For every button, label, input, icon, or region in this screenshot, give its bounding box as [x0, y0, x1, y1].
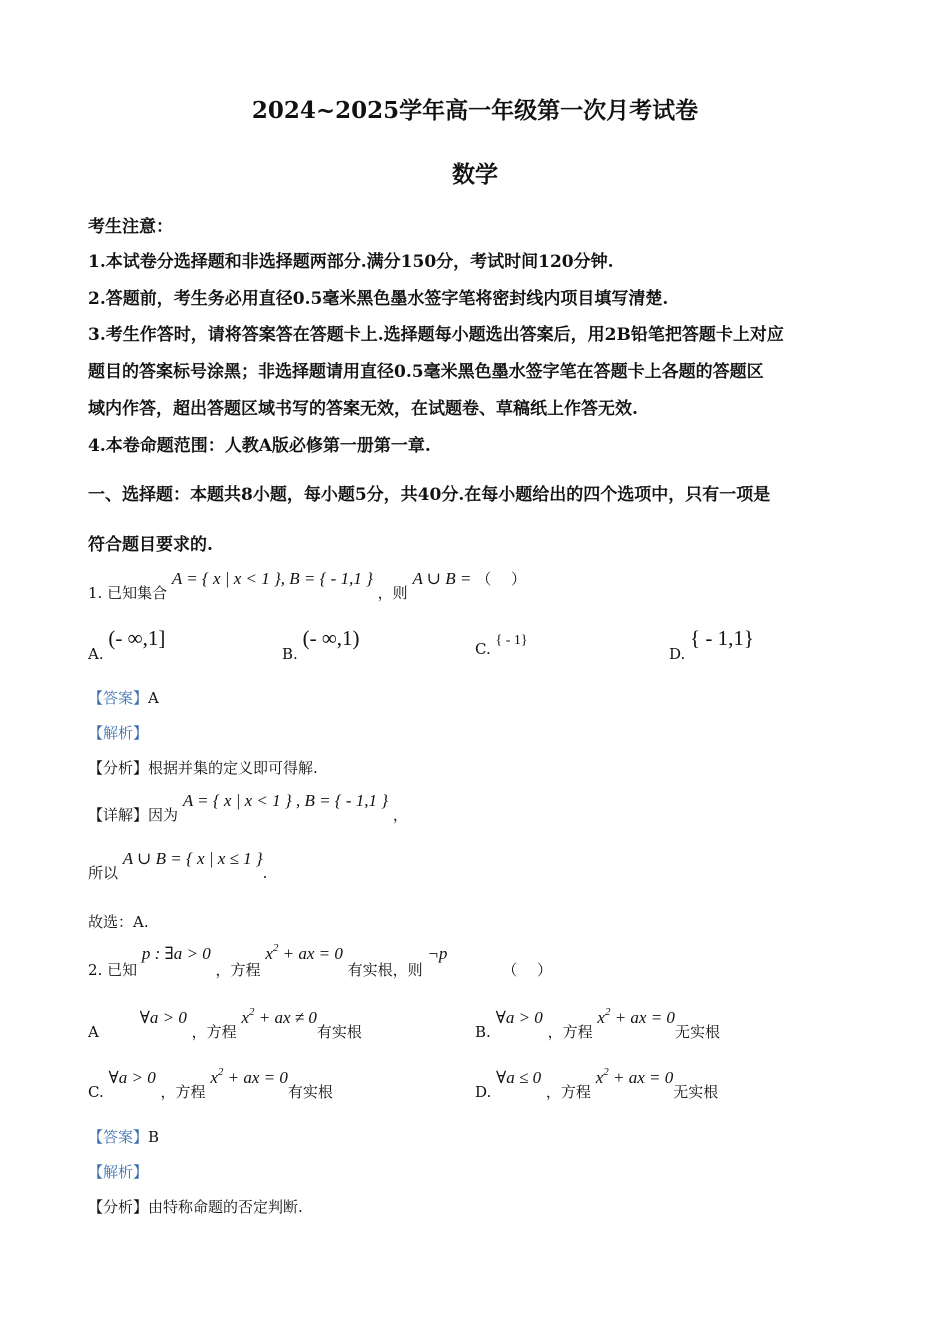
q1-so: 所以 A ∪ B = { x | x ≤ 1 }. [88, 849, 268, 882]
q1-option-a: A. (- ∞,1] [88, 626, 166, 663]
notice-item: 1.本试卷分选择题和非选择题两部分.满分150分，考试时间120分钟. [88, 252, 614, 272]
exam-subject: 数学 [452, 161, 498, 188]
q1-detail: 【详解】因为 A = { x | x < 1 } , B = { - 1,1 } ， [88, 791, 408, 824]
q1-union: A ∪ B = [412, 569, 472, 588]
q2-option-d: D. ∀a ≤ 0 ，方程 $x^2$ + ax = 0无实根 [475, 1066, 719, 1101]
notice-item: 题目的答案标号涂黑；非选择题请用直径0.5毫米黑色墨水签字笔在答题卡上各题的答题区 [88, 362, 764, 382]
q1-option-b: B. (- ∞,1) [282, 626, 360, 663]
q2-option-b: B. ∀a > 0 ，方程 $x^2$ + ax = 0无实根 [475, 1006, 720, 1041]
notice-item: 域内作答，超出答题区域书写的答案无效，在试题卷、草稿纸上作答无效. [88, 399, 638, 419]
q2-answer [88, 1126, 159, 1147]
notice-item: 2.答题前，考生务必用直径0.5毫米黑色墨水签字笔将密封线内项目填写清楚. [88, 289, 669, 309]
q2-fenxi: 【分析】由特称命题的否定判断. [88, 1198, 303, 1216]
answer-value: B [148, 1128, 160, 1146]
notice-heading: 考生注意： [88, 217, 173, 237]
q1-set-a: A = { x | x < 1 } [171, 569, 281, 588]
q2-option-c: C. ∀a > 0 ，方程 $x^2$ + ax = 0有实根 [88, 1066, 333, 1101]
q1-set-b: , B = { - 1,1 } [280, 569, 373, 588]
q1-option-d: D. { - 1,1} [669, 626, 754, 663]
answer-tag: 【答案】 [88, 1128, 149, 1146]
q1-answer [88, 687, 159, 708]
section-heading-cont: 符合题目要求的. [88, 535, 213, 555]
q1-fenxi: 【分析】根据并集的定义即可得解. [88, 759, 318, 777]
question-2: 2. 已知 p : ∃a > 0 ，方程 $x^2$ + ax = 0 有实根，则 ¬p （ ） [88, 942, 552, 979]
answer-tag: 【答案】 [88, 689, 149, 707]
question-1 [88, 568, 526, 602]
notice-item: 3.考生作答时，请将答案答在答题卡上.选择题每小题选出答案后，用2B铅笔把答题卡上对应 [88, 325, 784, 345]
answer-value: A [148, 689, 159, 707]
q2-option-a: A ∀a > 0 ，方程 $x^2$ + ax ≠ 0有实根 [88, 1006, 362, 1041]
q1-analysis-tag: 【解析】 [88, 724, 149, 742]
section-heading: 一、选择题：本题共8小题，每小题5分，共40分.在每小题给出的四个选项中，只有一项是 [88, 485, 771, 505]
q1-conclusion: 故选：A. [88, 913, 149, 931]
q1-paren: （ ） [476, 570, 526, 588]
q1-then: ，则 [377, 584, 408, 602]
exam-title: 2024~2025学年高一年级第一次月考试卷 [251, 97, 699, 124]
q2-analysis-tag: 【解析】 [88, 1163, 149, 1181]
notice-item: 4.本卷命题范围：人教A版必修第一册第一章. [88, 436, 431, 456]
q1-prefix: 1. 已知集合 [88, 584, 168, 602]
q1-option-c: C. { - 1} [475, 633, 528, 658]
